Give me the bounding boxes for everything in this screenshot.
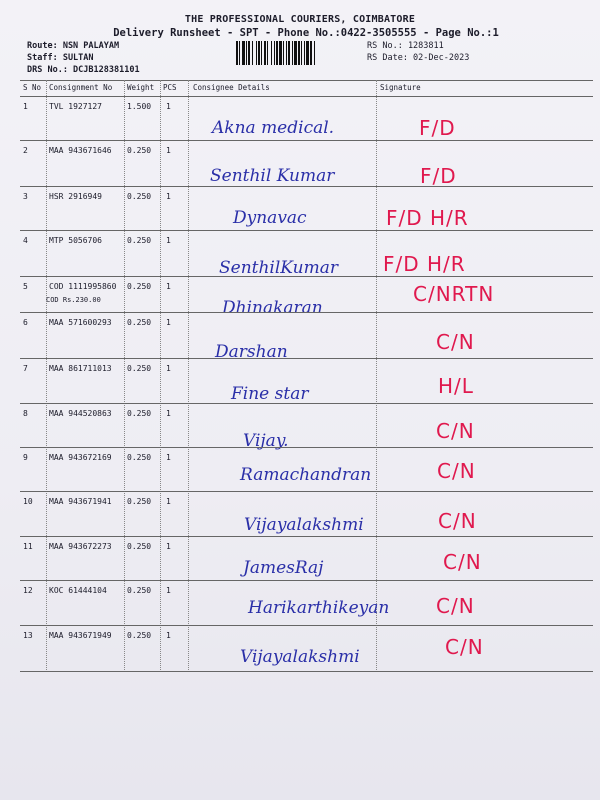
handwritten-signature: C/N [436,330,475,354]
row-weight: 0.250 [127,282,152,291]
col-header-consignee: Consignee Details [193,83,270,92]
handwritten-consignee: JamesRaj [243,558,324,578]
row-consignment-no: KOC 61444104 [49,586,107,595]
handwritten-signature: F/D H/R [383,252,466,276]
row-weight: 0.250 [127,318,152,327]
handwritten-consignee: Vijay. [243,431,289,451]
handwritten-consignee: Ramachandran [240,465,372,485]
handwritten-signature: F/D H/R [386,206,469,230]
row-weight: 0.250 [127,542,152,551]
row-weight: 0.250 [127,586,152,595]
row-divider [20,580,593,581]
row-cod-amount: COD Rs.230.00 [46,296,101,304]
handwritten-signature: C/N [436,594,475,618]
row-divider [20,230,593,231]
row-pcs: 1 [166,453,171,462]
row-divider [20,491,593,492]
handwritten-consignee: Harikarthikeyan [248,598,390,618]
row-weight: 0.250 [127,236,152,245]
staff-label: Staff: SULTAN [27,53,94,63]
row-pcs: 1 [166,236,171,245]
row-consignment-no: HSR 2916949 [49,192,102,201]
row-weight: 0.250 [127,409,152,418]
row-weight: 0.250 [127,497,152,506]
row-sno: 3 [23,192,28,201]
header-divider [20,96,593,97]
handwritten-signature: F/D [420,164,457,188]
rs-number: RS No.: 1283811 [367,41,444,51]
row-consignment-no: COD 1111995860 [49,282,117,291]
row-divider [20,358,593,359]
col-header-signature: Signature [380,83,421,92]
row-divider [20,140,593,141]
row-weight: 0.250 [127,192,152,201]
handwritten-consignee: Dhinakaran [222,298,323,318]
handwritten-consignee: SenthilKumar [219,258,338,278]
row-pcs: 1 [166,631,171,640]
row-pcs: 1 [166,497,171,506]
row-weight: 0.250 [127,364,152,373]
row-consignment-no: MAA 943671646 [49,146,112,155]
handwritten-signature: F/D [419,116,456,140]
handwritten-signature: C/N [437,459,476,483]
col-header-weight: Weight [127,83,155,92]
row-divider [20,403,593,404]
handwritten-consignee: Fine star [231,384,309,404]
handwritten-signature: C/N [445,635,484,659]
row-consignment-no: TVL 1927127 [49,102,102,111]
drs-number: DRS No.: DCJB128381101 [27,65,140,75]
row-consignment-no: MAA 861711013 [49,364,112,373]
col-divider [124,80,125,670]
row-sno: 1 [23,102,28,111]
row-pcs: 1 [166,364,171,373]
handwritten-consignee: Darshan [215,342,288,362]
row-consignment-no: MTP 5056706 [49,236,102,245]
row-pcs: 1 [166,282,171,291]
row-divider [20,276,593,277]
row-sno: 11 [23,542,33,551]
col-divider [160,80,161,670]
handwritten-consignee: Akna medical. [212,118,335,138]
col-header-consignment: Consignment No [49,83,113,92]
row-consignment-no: MAA 943672169 [49,453,112,462]
handwritten-consignee: Vijayalakshmi [244,515,364,535]
row-sno: 6 [23,318,28,327]
handwritten-signature: H/L [438,374,474,398]
handwritten-signature: C/N [438,509,477,533]
row-sno: 8 [23,409,28,418]
row-divider [20,312,593,313]
row-consignment-no: MAA 944520863 [49,409,112,418]
col-divider [376,80,377,670]
row-pcs: 1 [166,542,171,551]
barcode [236,41,356,65]
row-divider [20,186,593,187]
row-consignment-no: MAA 943671949 [49,631,112,640]
runsheet-subtitle: Delivery Runsheet - SPT - Phone No.:0422-3505555 - Page No.:1 [113,27,499,39]
row-weight: 0.250 [127,453,152,462]
handwritten-consignee: Dynavac [233,208,307,228]
row-sno: 10 [23,497,33,506]
row-weight: 0.250 [127,146,152,155]
row-divider [20,447,593,448]
handwritten-signature: C/N [436,419,475,443]
row-consignment-no: MAA 571600293 [49,318,112,327]
row-consignment-no: MAA 943672273 [49,542,112,551]
rs-date: RS Date: 02-Dec-2023 [367,53,470,63]
row-pcs: 1 [166,318,171,327]
row-sno: 5 [23,282,28,291]
handwritten-consignee: Vijayalakshmi [240,647,360,667]
row-divider [20,625,593,626]
row-sno: 9 [23,453,28,462]
row-sno: 7 [23,364,28,373]
row-sno: 13 [23,631,33,640]
handwritten-signature: C/N [443,550,482,574]
col-divider [188,80,189,670]
row-weight: 0.250 [127,631,152,640]
row-pcs: 1 [166,409,171,418]
row-divider [20,536,593,537]
row-sno: 2 [23,146,28,155]
row-weight: 1.500 [127,102,152,111]
company-title: THE PROFESSIONAL COURIERS, COIMBATORE [184,14,416,25]
row-sno: 4 [23,236,28,245]
row-sno: 12 [23,586,33,595]
row-consignment-no: MAA 943671941 [49,497,112,506]
col-header-pcs: PCS [163,83,177,92]
row-pcs: 1 [166,102,171,111]
row-pcs: 1 [166,586,171,595]
handwritten-signature: C/NRTN [413,282,495,306]
route-label: Route: NSN PALAYAM [27,41,120,51]
handwritten-consignee: Senthil Kumar [210,166,335,186]
row-pcs: 1 [166,146,171,155]
row-pcs: 1 [166,192,171,201]
col-header-sno: S No [23,83,42,92]
col-divider [46,80,47,670]
